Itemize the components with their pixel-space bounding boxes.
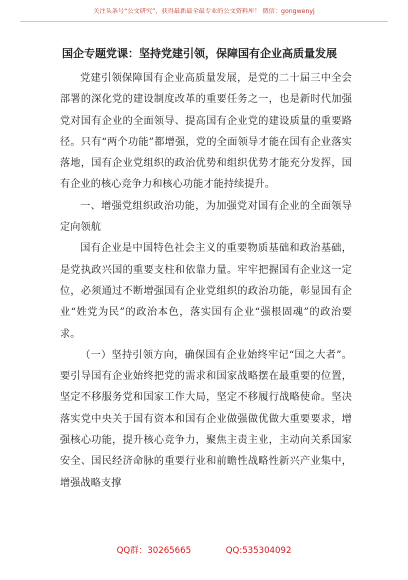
header-notice: 关注头条号“公文研究”，获得最新最全最专业的公文资料库！ 微信：gongwenyj bbox=[20, 8, 388, 22]
footer-qq-group: QQ群：30265665 bbox=[116, 546, 192, 556]
footer-qq: QQ:535304092 bbox=[225, 546, 292, 556]
footer-contact bbox=[0, 545, 408, 557]
paragraph-intro: 党建引领保障国有企业高质量发展，是党的二十届三中全会部署的深化党的建设制度改革的重要任务之一，也是新时代加强党对国有企业的全面领导、提高国有企业党的建设质量的重要路径。只有“两个功能”都增强，党的全面领导才能在国有企业落实落地，国有企业党组织的政治优势和组织优势才能充分发挥，国有企业的核心竞争力和核心功能才能持续提升。 bbox=[60, 73, 352, 191]
section-heading-1: 一、增强党组织政治功能，为加强党对国有企业的全面领导定向领航 bbox=[60, 200, 352, 234]
document-title: 国企专题党课：坚持党建引领，保障国有企业高质量发展 bbox=[62, 47, 337, 60]
document-body bbox=[60, 68, 352, 494]
paragraph-subsection-1: （一）坚持引领方向，确保国有企业始终牢记“国之大者”。要引导国有企业始终把党的需求和国家战略摆在最重要的位置，坚定不移服务党和国家工作大局，坚定不移履行战略使命。坚决落实党中央关于国有资本和国有企业做强做优做大重要要求，增强核心功能，提升核心竞争力，聚焦主责主业，主动向关系国家安全、国民经济命脉的重要行业和前瞻性战略性新兴产业集中，增强战略支撑 bbox=[60, 349, 352, 489]
paragraph-section-1: 国有企业是中国特色社会主义的重要物质基础和政治基础，是党执政兴国的重要支柱和依靠力量。牢牢把握国有企业这一定位，必须通过不断增强国有企业党组织的政治功能，彰显国有企业“姓党为民”的政治本色，落实国有企业“强根固魂”的政治要求。 bbox=[60, 243, 352, 340]
